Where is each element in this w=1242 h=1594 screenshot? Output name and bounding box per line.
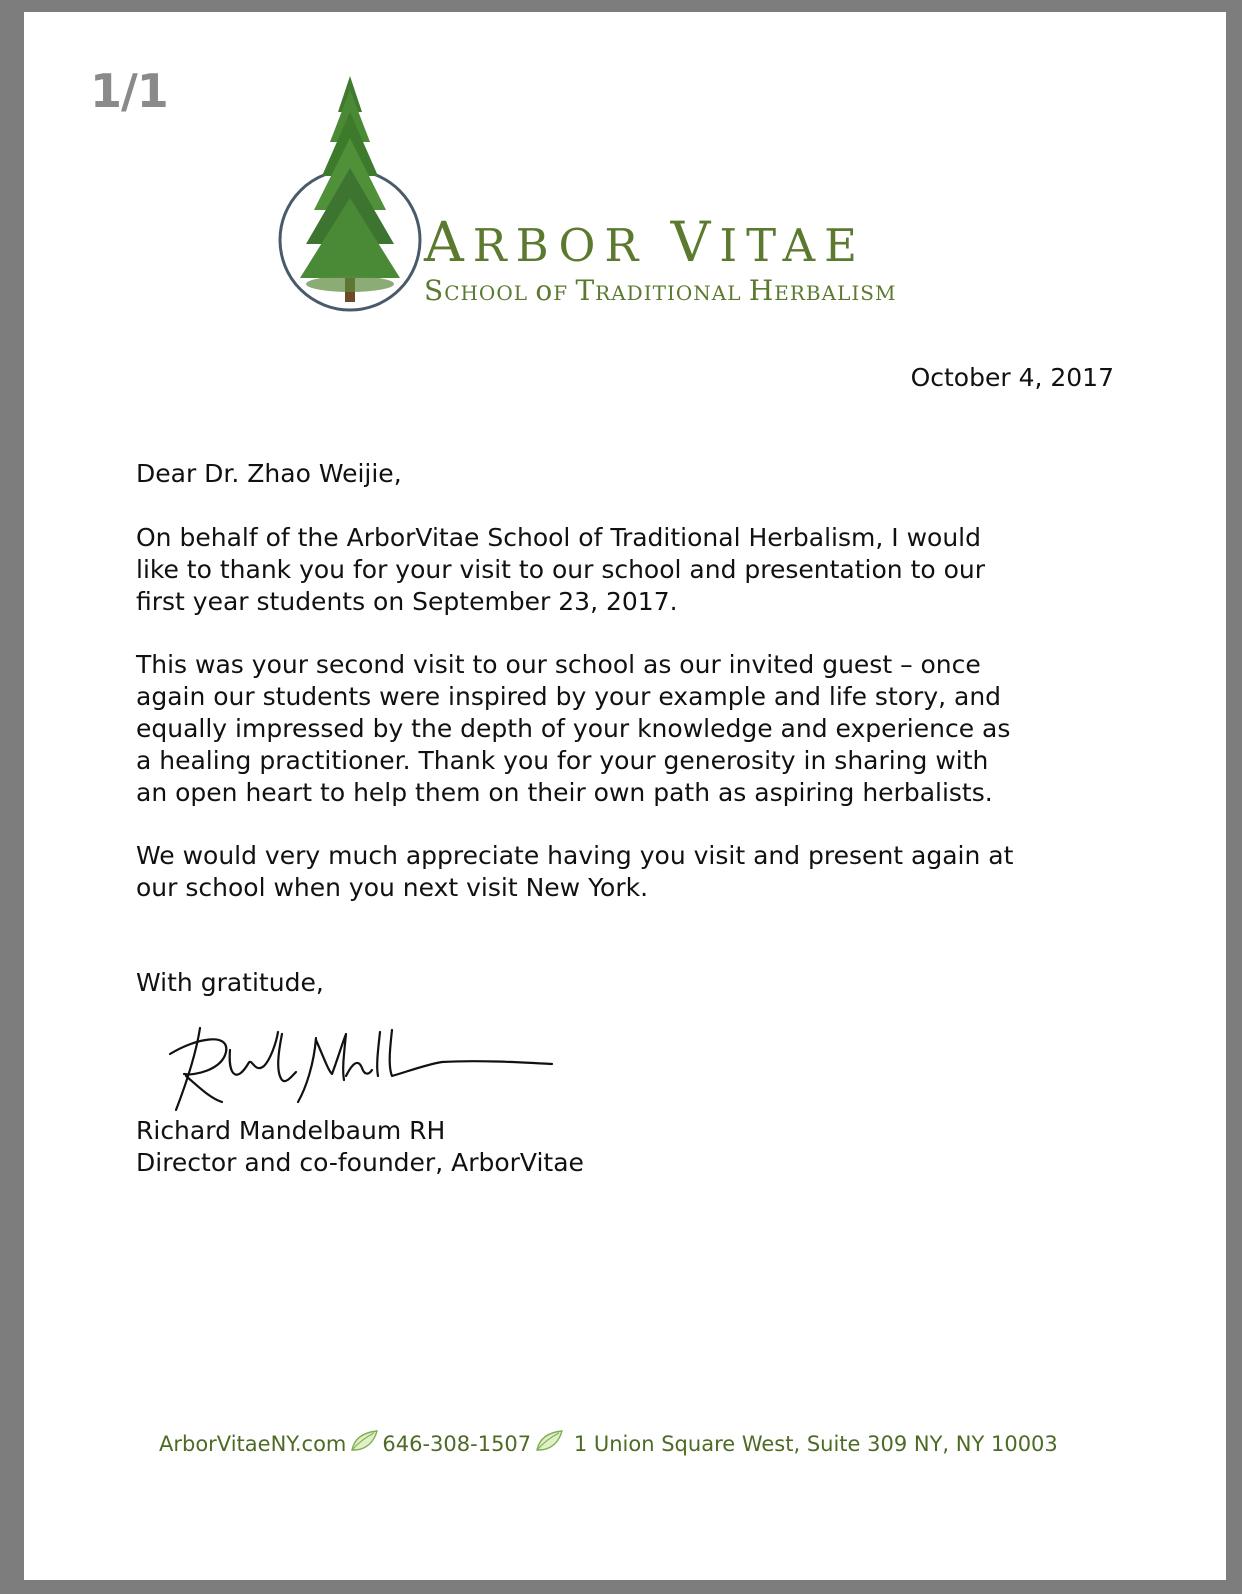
paragraph-line: again our students were inspired by your example and life story, and bbox=[136, 682, 1002, 711]
paragraph-line: We would very much appreciate having you visit and present again at bbox=[136, 841, 1014, 870]
signer-title: Director and co-founder, ArborVitae bbox=[136, 1148, 584, 1177]
footer-contact bbox=[159, 1429, 1058, 1456]
evergreen-tree-icon bbox=[266, 72, 434, 316]
paragraph-line: first year students on September 23, 2017. bbox=[136, 587, 678, 616]
signature-image bbox=[146, 1014, 556, 1124]
page-counter: 1/1 bbox=[90, 64, 168, 118]
paragraph-line: our school when you next visit New York. bbox=[136, 873, 649, 902]
closing: With gratitude, bbox=[136, 968, 324, 997]
paragraph-line: This was your second visit to our school as our invited guest – once bbox=[136, 650, 981, 679]
salutation: Dear Dr. Zhao Weijie, bbox=[136, 459, 402, 488]
org-subtitle: SCHOOL oF TRADITIONAL HERBALISM bbox=[424, 274, 897, 307]
footer-phone: 646-308-1507 bbox=[382, 1432, 532, 1456]
leaf-icon bbox=[534, 1429, 564, 1453]
paragraph-line: like to thank you for your visit to our school and presentation to our bbox=[136, 555, 986, 584]
paragraph-line: a healing practitioner. Thank you for your generosity in sharing with bbox=[136, 746, 989, 775]
paragraph-line: On behalf of the ArborVitae School of Traditional Herbalism, I would bbox=[136, 523, 981, 552]
paragraph-line: an open heart to help them on their own path as aspiring herbalists. bbox=[136, 778, 993, 807]
leaf-icon bbox=[349, 1429, 379, 1453]
signer-name: Richard Mandelbaum RH bbox=[136, 1116, 446, 1145]
paragraph-line: equally impressed by the depth of your knowledge and experience as bbox=[136, 714, 1011, 743]
footer-website: ArborVitaeNY.com bbox=[159, 1432, 347, 1456]
org-name: ARBOR VITAE bbox=[424, 210, 867, 274]
letter-date: October 4, 2017 bbox=[910, 363, 1114, 392]
footer-address: 1 Union Square West, Suite 309 NY, NY 10003 bbox=[573, 1432, 1058, 1456]
letter-page bbox=[24, 12, 1226, 1580]
